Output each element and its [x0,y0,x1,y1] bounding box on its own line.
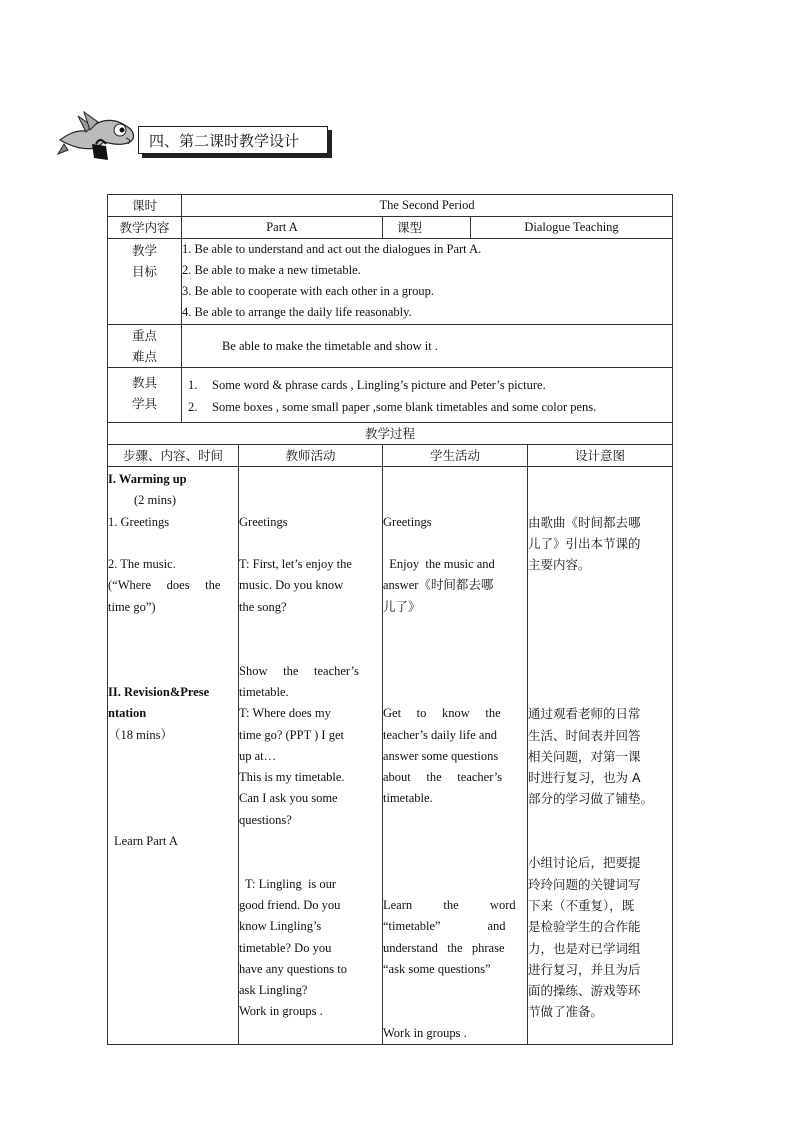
type-label: 课型 [383,217,471,239]
period-label: 课时 [108,195,182,217]
purpose-line: 通过观看老师的日常 [528,706,641,722]
purpose-line: 主要内容。 [528,557,591,573]
purpose-line: 面的操练、游戏等环 [528,983,641,999]
teacher-activity: the song? [239,599,287,614]
tools-label-line: 学具 [131,396,157,411]
teacher-activity: questions? [239,812,292,827]
teacher-activity: good friend. Do you [239,897,341,912]
step-title: I. Warming up [108,472,187,486]
teacher-activity: up at… [239,748,277,763]
teacher-activity: ask Lingling? [239,983,308,998]
student-activity: Enjoy the music and [383,557,495,572]
tools-label-line: 教具 [131,375,157,390]
purpose-line: 部分的学习做了铺垫。 [528,791,654,807]
student-activity: teacher’s daily life and [383,727,497,742]
teacher-activity: music. Do you know [239,578,344,593]
student-activity: answer《时间都去哪 [383,578,494,593]
step-title: II. Revision&Prese [108,684,210,699]
goals-label [108,239,182,325]
goals-list [182,239,673,325]
col-header-purpose: 设计意图 [528,445,673,467]
content-label: 教学内容 [108,217,182,239]
purpose-line: 相关问题，对第一课 [528,748,641,764]
purpose-line: 儿了》引出本节课的 [528,535,641,551]
step-time: (2 mins) [134,493,177,508]
goals-label-line: 目标 [131,264,157,279]
step-item: 1. Greetings [108,514,170,529]
student-column [383,467,528,1045]
col-header-steps: 步骤、内容、时间 [108,445,239,467]
teacher-activity: time go? (PPT ) I get [239,727,344,742]
student-activity: Greetings [383,514,432,529]
step-item: Learn Part A [114,834,178,849]
student-activity: timetable. [383,791,433,806]
teacher-activity: T: Lingling is our [239,876,337,891]
key-label-line: 难点 [131,349,157,364]
teacher-activity: timetable? Do you [239,940,332,955]
student-activity: “timetable” and [383,919,506,934]
purpose-line: 是检验学生的合作能 [528,919,641,935]
student-activity: understand the phrase [383,940,505,955]
col-header-teacher: 教师活动 [239,445,383,467]
key-points-value: Be able to make the timetable and show it . [182,325,673,368]
purpose-line: 力，也是对已学词组 [528,940,641,956]
period-value: The Second Period [182,195,673,217]
student-activity: “ask some questions” [383,961,491,976]
teacher-activity: Can I ask you some [239,791,338,806]
student-activity: about the teacher’s [383,770,503,785]
step-item: 2. The music. [108,557,176,572]
purpose-line: 玲玲问题的关键词写 [528,876,641,892]
section-header [56,104,346,168]
tool-item: 1. Some word & phrase cards , Lingling’s picture and Peter’s picture. [188,378,546,392]
purpose-line: 下来（不重复），既 [528,897,635,913]
goal-item: 4. Be able to arrange the daily life reasonably. [182,305,412,319]
step-time: （18 mins） [108,727,173,742]
tool-item: 2. Some boxes , some small paper ,some blank timetables and some color pens. [188,400,597,414]
student-activity: 儿了》 [383,599,421,614]
teacher-activity: Greetings [239,514,288,529]
purpose-line: 时进行复习，也为 A [528,770,641,786]
key-points-label [108,325,182,368]
goal-item: 2. Be able to make a new timetable. [182,263,361,277]
tools-list [182,368,673,423]
purpose-line: 节做了准备。 [528,1004,604,1020]
teacher-activity: know Lingling’s [239,919,322,934]
page-title: 四、第二课时教学设计 [138,126,328,154]
purpose-line: 由歌曲《时间都去哪 [528,514,641,530]
teacher-activity: T: First, let’s enjoy the [239,557,352,572]
steps-column [108,467,239,1045]
cartoon-dragon-icon [56,104,142,168]
goal-item: 3. Be able to cooperate with each other in a group. [182,284,434,298]
type-value: Dialogue Teaching [471,217,673,239]
student-activity: Learn the word [383,897,516,912]
student-activity: answer some questions [383,748,499,763]
purpose-line: 生活、时间表并回答 [528,727,641,743]
teacher-activity: Work in groups . [239,1004,323,1019]
goals-label-line: 教学 [131,243,157,258]
teacher-activity: This is my timetable. [239,770,345,785]
teacher-activity: timetable. [239,684,289,699]
step-item: (“Where does the [108,578,221,593]
step-item: time go”) [108,599,156,614]
tools-label [108,368,182,423]
goal-item: 1. Be able to understand and act out the dialogues in Part A. [182,242,482,256]
process-title: 教学过程 [108,423,673,445]
purpose-line: 小组讨论后，把要提 [528,855,641,871]
student-activity: Work in groups . [383,1025,467,1040]
teacher-column [239,467,383,1045]
content-value: Part A [182,217,383,239]
key-label-line: 重点 [131,328,157,343]
teacher-activity: Show the teacher’s [239,663,359,678]
teacher-activity: have any questions to [239,961,347,976]
purpose-line: 进行复习，并且为后 [528,961,641,977]
step-title: ntation [108,706,147,721]
col-header-student: 学生活动 [383,445,528,467]
teacher-activity: T: Where does my [239,706,331,721]
lesson-plan-table [107,194,673,1045]
student-activity: Get to know the [383,706,501,721]
purpose-column [528,467,673,1045]
